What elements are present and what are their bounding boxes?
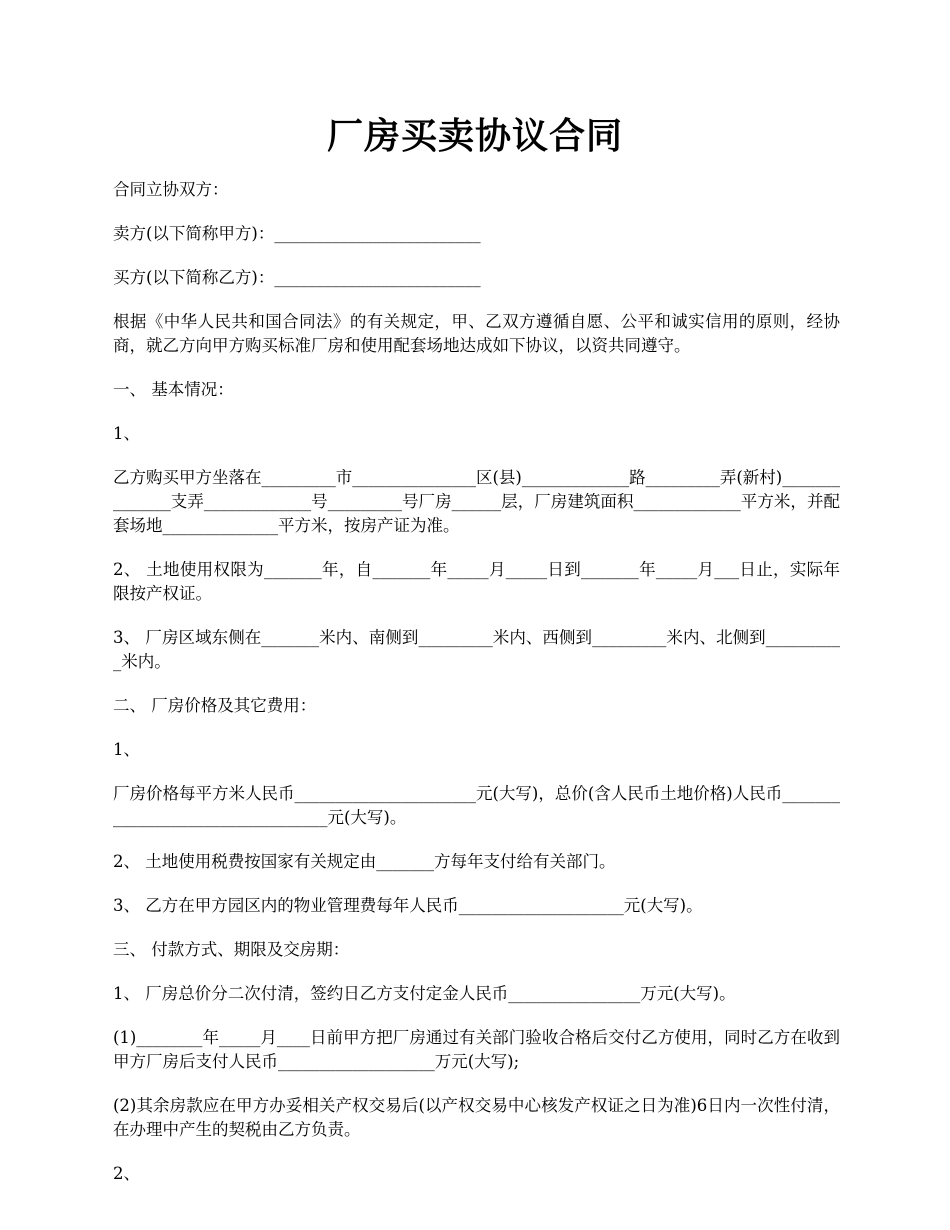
paragraph-area-boundaries: 3、 厂房区域东侧在_______米内、南侧到_________米内、西侧到_________米内、北侧到__________米内。 <box>113 628 840 671</box>
paragraph-land-tax: 2、 土地使用税费按国家有关规定由_______方每年支付给有关部门。 <box>113 852 616 871</box>
clause-number: 1、 <box>113 740 140 759</box>
paragraph-payment-first: (1)________年_____月____日前甲方把厂房通过有关部门验收合格后交付乙方使用，同时乙方在收到甲方厂房后支付人民币___________________万元(大写); <box>113 1028 840 1071</box>
section-heading-payment: 三、 付款方式、期限及交房期： <box>113 940 350 959</box>
paragraph-management-fee: 3、 乙方在甲方园区内的物业管理费每年人民币____________________元(大写)。 <box>113 896 703 915</box>
paragraph-seller: 卖方(以下简称甲方)：_________________________ <box>113 224 481 243</box>
paragraph-payment-second: (2)其余房款应在甲方办妥相关产权交易后(以产权交易中心核发产权证之日为准)6日内一次性付清，在办理中产生的契税由乙方负责。 <box>113 1096 840 1139</box>
document-title: 厂房买卖协议合同 <box>326 115 623 157</box>
paragraph-buyer: 买方(以下简称乙方)：_________________________ <box>113 268 481 287</box>
document-body <box>113 178 840 1206</box>
paragraph-land-use-term: 2、 土地使用权限为_______年，自_______年_____月_____日到_______年_____月___日止，实际年限按产权证。 <box>113 560 840 603</box>
paragraph-parties-intro: 合同立协双方： <box>113 180 229 199</box>
clause-number: 2、 <box>113 1164 140 1183</box>
paragraph-location: 乙方购买甲方坐落在_________市_______________区(县)_____________路_________弄(新村)______________支弄_____________号_________号厂房______层，厂房建筑面积_____________平方米，并配套场地______________平方米，按房产证为准。 <box>113 468 840 535</box>
paragraph-payment-installments: 1、 厂房总价分二次付清，签约日乙方支付定金人民币________________万元(大写)。 <box>113 984 736 1003</box>
section-heading-price: 二、 厂房价格及其它费用： <box>113 696 317 715</box>
section-heading-basic-info: 一、 基本情况： <box>113 380 234 399</box>
paragraph-preamble: 根据《中华人民共和国合同法》的有关规定，甲、乙双方遵循自愿、公平和诚实信用的原则，经协商，就乙方向甲方购买标准厂房和使用配套场地达成如下协议，以资共同遵守。 <box>113 312 840 355</box>
clause-number: 1、 <box>113 424 140 443</box>
paragraph-unit-price: 厂房价格每平方米人民币______________________元(大写)，总价(含人民币土地价格)人民币_________________________________元(大写)。 <box>113 784 840 827</box>
